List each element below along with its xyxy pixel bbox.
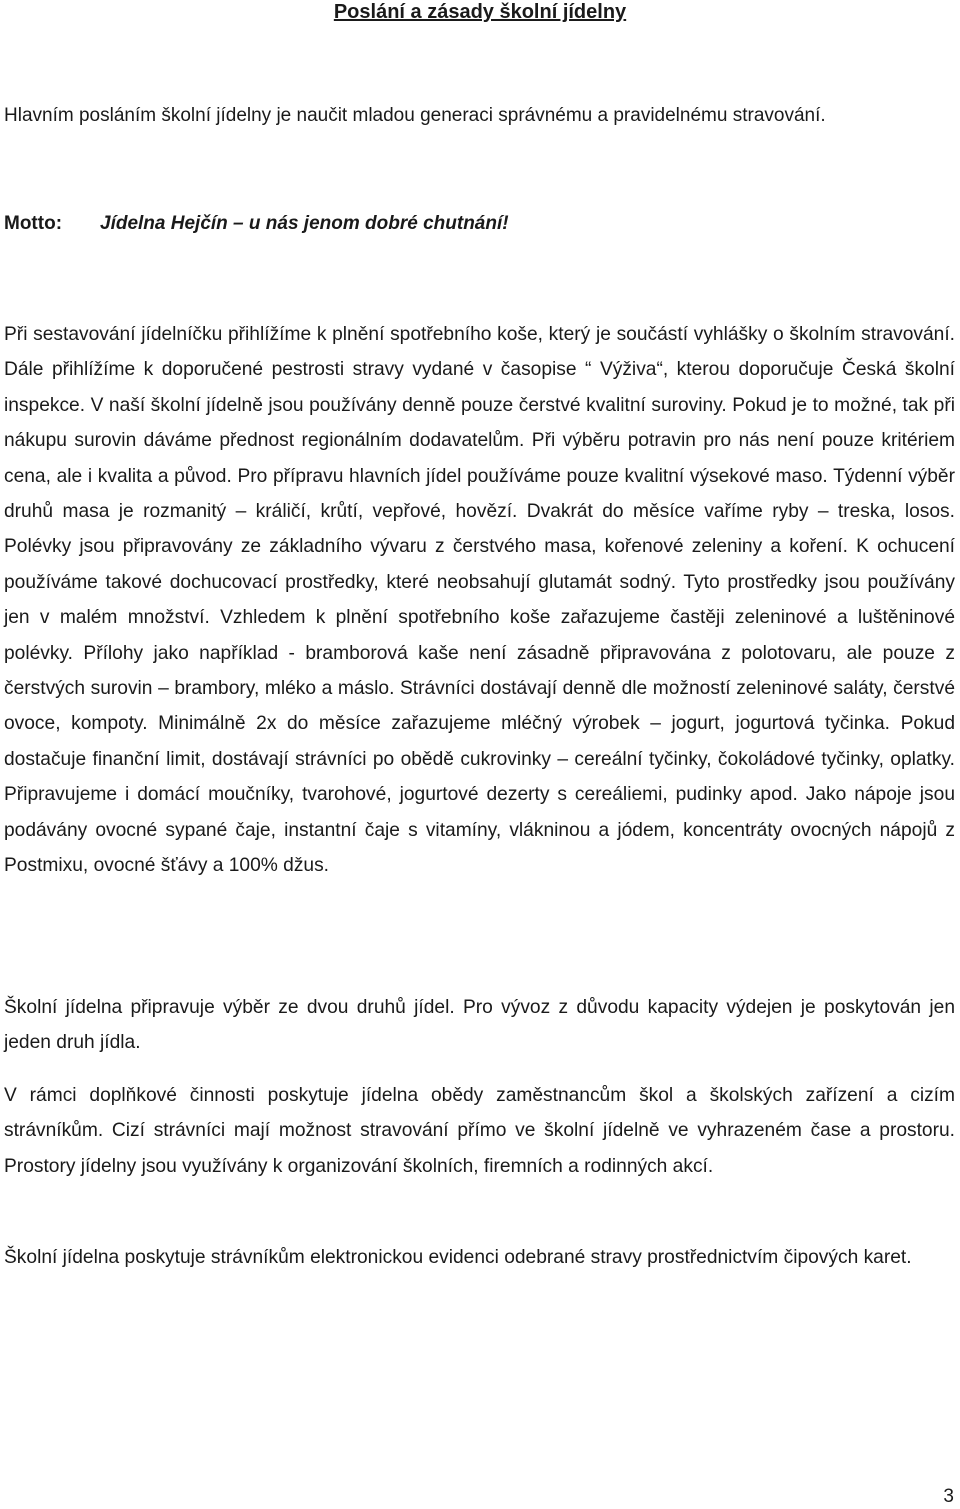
page-number: 3 (943, 1486, 954, 1507)
paragraph-menu-principles: Při sestavování jídelníčku přihlížíme k plnění spotřebního koše, který je součástí vyhlášky o školním stravování. Dále přihlížíme k doporučené pestrosti stravy vydané v časopise “ Výživa“, kterou doporučuje Česká školní inspekce. V naší školní jídelně jsou používány denně pouze čerstvé kvalitní suroviny. Pokud je to možné, tak při nákupu surovin dáváme přednost regionálním dodavatelům. Při výběru potravin pro nás není pouze kritériem cena, ale i kvalita a původ. Pro přípravu hlavních jídel používáme pouze kvalitní výsekové maso. Týdenní výběr druhů masa je rozmanitý – králičí, krůtí, vepřové, hovězí. Dvakrát do měsíce vaříme ryby – treska, losos. Polévky jsou připravovány ze základního vývaru z čerstvého masa, kořenové zeleniny a koření. K ochucení používáme takové dochucovací prostředky, které neobsahují glutamát sodný. Tyto prostředky jsou používány jen v malém množství. Vzhledem k plnění spotřebního koše zařazujeme častěji zeleninové a luštěninové polévky. Přílohy jako například - bramborová kaše není zásadně připravována z polotovaru, ale pouze z čerstvých surovin – brambory, mléko a máslo. Strávníci dostávají denně dle možností zeleninové saláty, čerstvé ovoce, kompoty. Minimálně 2x do měsíce zařazujeme mléčný výrobek – jogurt, jogurtová tyčinka. Pokud dostačuje finanční limit, dostávají strávníci po obědě cukrovinky – cereální tyčinky, čokoládové tyčinky, oplatky. Připravujeme i domácí moučníky, tvarohové, jogurtové dezerty s cereáliemi, pudinky apod. Jako nápoje jsou podávány ovocné sypané čaje, instantní čaje s vitamíny, vlákninou a jódem, koncentráty ovocných nápojů z Postmixu, ovocné šťávy a 100% džus. (4, 324, 955, 877)
intro-text: Hlavním posláním školní jídelny je naučit mladou generaci správnému a pravidelnému stravování. (4, 105, 826, 126)
paragraph-additional-activity: V rámci doplňkové činnosti poskytuje jídelna obědy zaměstnancům škol a školských zařízení a cizím strávníkům. Cizí strávníci mají možnost stravování přímo ve školní jídelně ve vyhrazeném čase a prostoru. Prostory jídelny jsou využívány k organizování školních, firemních a rodinných akcí. (4, 1085, 955, 1177)
motto (4, 212, 954, 236)
motto-text: Jídelna Hejčín – u nás jenom dobré chutnání! (100, 213, 509, 234)
paragraph-electronic-records: Školní jídelna poskytuje strávníkům elektronickou evidenci odebrané stravy prostřednictvím čipových karet. (4, 1247, 912, 1268)
page-title: Poslání a zásady školní jídelny (333, 1, 627, 23)
motto-label: Motto: (4, 213, 63, 234)
paragraph-meal-choice: Školní jídelna připravuje výběr ze dvou druhů jídel. Pro vývoz z důvodu kapacity výdejen je poskytován jen jeden druh jídla. (4, 997, 955, 1054)
